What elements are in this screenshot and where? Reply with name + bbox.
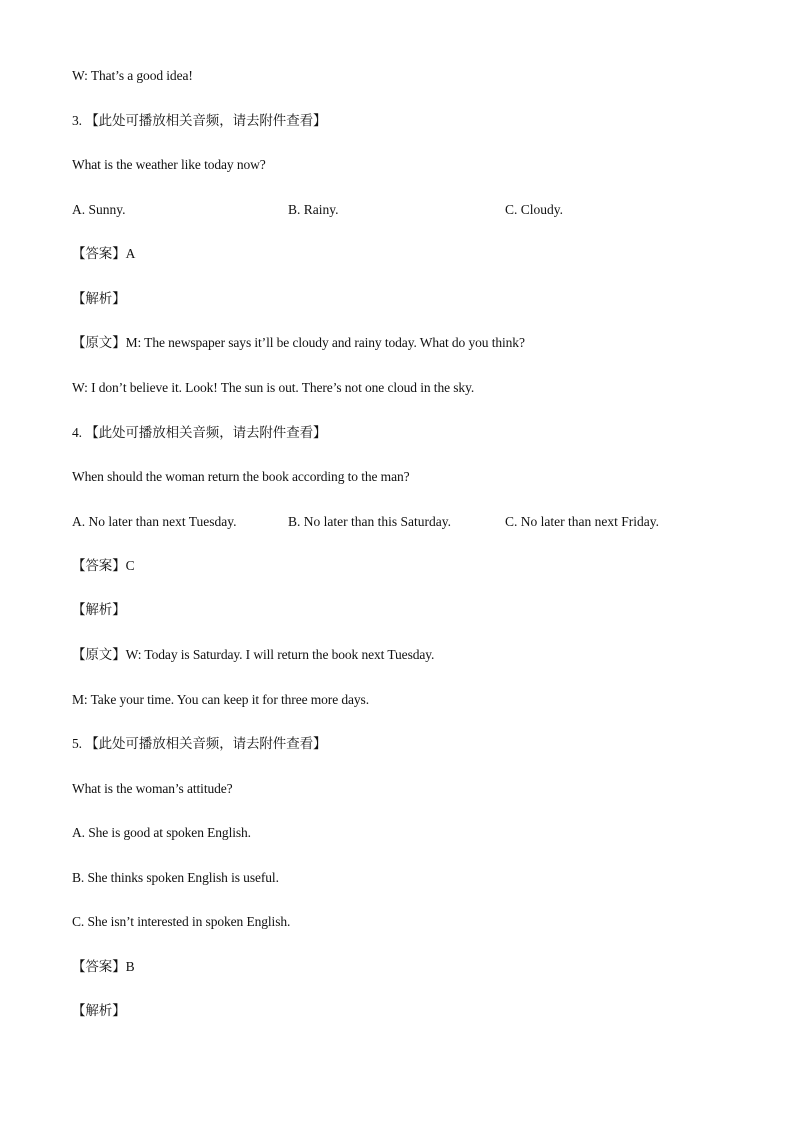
question-5-text: What is the woman’s attitude? bbox=[72, 781, 233, 796]
q3-transcript-line-1: 【原文】M: The newspaper says it’ll be cloudy and rainy today. What do you think? bbox=[72, 335, 525, 350]
q3-option-c: C. Cloudy. bbox=[505, 202, 564, 217]
q4-option-b: B. No later than this Saturday. bbox=[288, 514, 451, 529]
q5-analysis-label: 【解析】 bbox=[72, 1003, 126, 1018]
q3-analysis-label: 【解析】 bbox=[72, 291, 126, 306]
question-4-text: When should the woman return the book according to the man? bbox=[72, 469, 410, 484]
q4-option-a: A. No later than next Tuesday. bbox=[72, 514, 237, 529]
q4-transcript-line-1: 【原文】W: Today is Saturday. I will return the book next Tuesday. bbox=[72, 647, 435, 662]
dialogue-line: W: That’s a good idea! bbox=[72, 68, 193, 83]
question-4-header: 4. 【此处可播放相关音频，请去附件查看】 bbox=[72, 425, 327, 440]
question-3-text: What is the weather like today now? bbox=[72, 157, 266, 172]
q3-transcript-line-2: W: I don’t believe it. Look! The sun is out. There’s not one cloud in the sky. bbox=[72, 380, 475, 395]
q5-option-c: C. She isn’t interested in spoken English. bbox=[72, 914, 291, 929]
q5-answer: 【答案】B bbox=[72, 959, 135, 974]
q3-option-a: A. Sunny. bbox=[72, 202, 126, 217]
q4-option-c: C. No later than next Friday. bbox=[505, 514, 659, 529]
q4-answer: 【答案】C bbox=[72, 558, 135, 573]
q3-option-b: B. Rainy. bbox=[288, 202, 339, 217]
q3-answer: 【答案】A bbox=[72, 246, 136, 261]
question-3-header: 3. 【此处可播放相关音频，请去附件查看】 bbox=[72, 113, 327, 128]
q4-analysis-label: 【解析】 bbox=[72, 602, 126, 617]
question-5-header: 5. 【此处可播放相关音频，请去附件查看】 bbox=[72, 736, 327, 751]
q4-transcript-line-2: M: Take your time. You can keep it for three more days. bbox=[72, 692, 369, 707]
q5-option-a: A. She is good at spoken English. bbox=[72, 825, 251, 840]
q5-option-b: B. She thinks spoken English is useful. bbox=[72, 870, 279, 885]
